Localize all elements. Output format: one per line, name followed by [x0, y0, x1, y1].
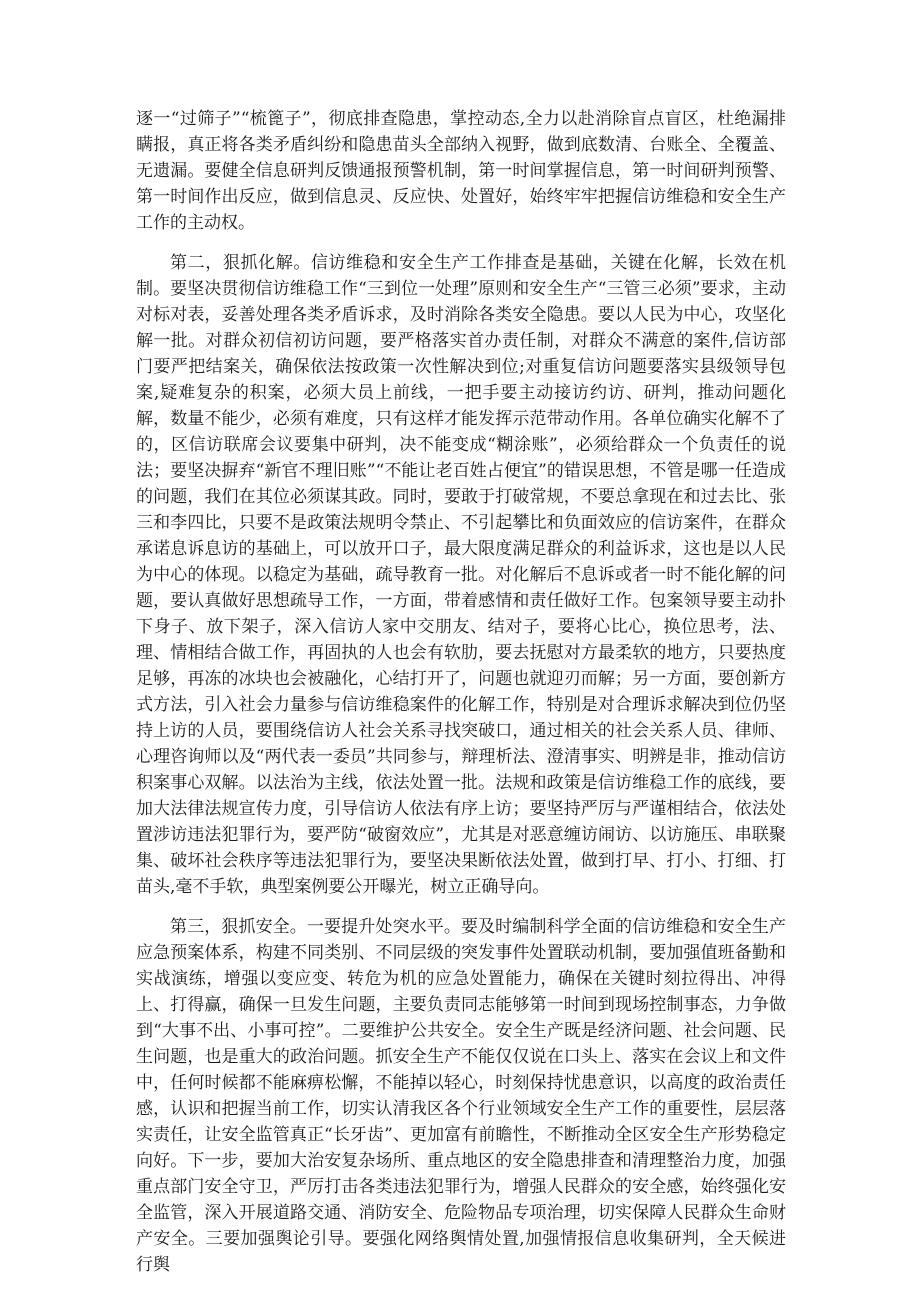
paragraph-continuation: 逐一“过筛子”“梳篦子”，彻底排查隐患，掌控动态,全力以赴消除盲点盲区，杜绝漏排瞒报，真正将各类矛盾纠纷和隐患苗头全部纳入视野，做到底数清、台账全、全覆盖、无遗漏。要健全信息研判反馈通报预警机制，第一时间掌握信息，第一时间研判预警、第一时间作出反应，做到信息灵、反应快、处置好，始终牢牢把握信访维稳和安全生产工作的主动权。 — [136, 109, 786, 233]
document-body — [136, 106, 786, 1292]
paragraph-second-resolve: 第二，狠抓化解。信访维稳和安全生产工作排查是基础，关键在化解，长效在机制。要坚决贯彻信访维稳工作“三到位一处理”原则和安全生产“三管三必须”要求，主动对标对表，妥善处理各类矛盾诉求，及时消除各类安全隐患。要以人民为中心，攻坚化解一批。对群众初信初访问题，要严格落实首办责任制，对群众不满意的案件,信访部门要严把结案关，确保依法按政策一次性解决到位;对重复信访问题要落实县级领导包案,疑难复杂的积案，必须大员上前线，一把手要主动接访约访、研判，推动问题化解，数量不能少，必须有难度，只有这样才能发挥示范带动作用。各单位确实化解不了的，区信访联席会议要集中研判，决不能变成“糊涂账”，必须给群众一个负责任的说法；要坚决摒弃“新官不理旧账”“不能让老百姓占便宜”的错误思想，不管是哪一任造成的问题，我们在其位必须谋其政。同时，要敢于打破常规，不要总拿现在和过去比、张三和李四比，只要不是政策法规明令禁止、不引起攀比和负面效应的信访案件，在群众承诺息诉息访的基础上，可以放开口子，最大限度满足群众的利益诉求，这也是以人民为中心的体现。以稳定为基础，疏导教育一批。对化解后不息诉或者一时不能化解的问题，要认真做好思想疏导工作，一方面，带着感情和责任做好工作。包案领导要主动扑下身子、放下架子，深入信访人家中交朋友、结对子，要将心比心，换位思考，法、理、情相结合做工作，再固执的人也会有软肋，要去抚慰对方最柔软的地方，只要热度足够，再冻的冰块也会被融化，心结打开了，问题也就迎刃而解；另一方面，要创新方式方法，引入社会力量参与信访维稳案件的化解工作，特别是对合理诉求解决到位仍坚持上访的人员，要围绕信访人社会关系寻找突破口，通过相关的社会关系人员、律师、心理咨询师以及“两代表一委员”共同参与，辩理析法、澄清事实、明辨是非，推动信访积案事心双解。以法治为主线，依法处置一批。法规和政策是信访维稳工作的底线，要加大法律法规宣传力度，引导信访人依法有序上访；要坚持严厉与严谨相结合，依法处置涉访违法犯罪行为，要严防“破窗效应”，尤其是对恶意缠访闹访、以访施压、串联聚集、破坏社会秩序等违法犯罪行为，要坚决果断依法处置，做到打早、打小、打细、打苗头,毫不手软，典型案例要公开曝光，树立正确导向。 — [136, 253, 786, 897]
paragraph-third-safety: 第三，狠抓安全。一要提升处突水平。要及时编制科学全面的信访维稳和安全生产应急预案体系，构建不同类别、不同层级的突发事件处置联动机制，要加强值班备勤和实战演练，增强以变应变、转危为机的应急处置能力，确保在关键时刻拉得出、冲得上、打得赢，确保一旦发生问题，主要负责同志能够第一时间到现场控制事态，力争做到“大事不出、小事可控”。二要维护公共安全。安全生产既是经济问题、社会问题、民生问题，也是重大的政治问题。抓安全生产不能仅仅说在口头上、落实在会议上和文件中，任何时候都不能麻痹松懈，不能掉以轻心，时刻保持忧患意识，以高度的政治责任感，认识和把握当前工作，切实认清我区各个行业领域安全生产工作的重要性，层层落实责任，让安全监管真正“长牙齿”、更加富有前瞻性，不断推动全区安全生产形势稳定向好。下一步，要加大治安复杂场所、重点地区的安全隐患排查和清理整治力度，加强重点部门安全守卫，严厉打击各类违法犯罪行为，增强人民群众的安全感，始终强化安全监管，深入开展道路交通、消防安全、危险物品专项治理，切实保障人民群众生命财产安全。三要加强舆论引导。要强化网络舆情处置,加强情报信息收集研判，全天候进行舆 — [136, 917, 786, 1275]
